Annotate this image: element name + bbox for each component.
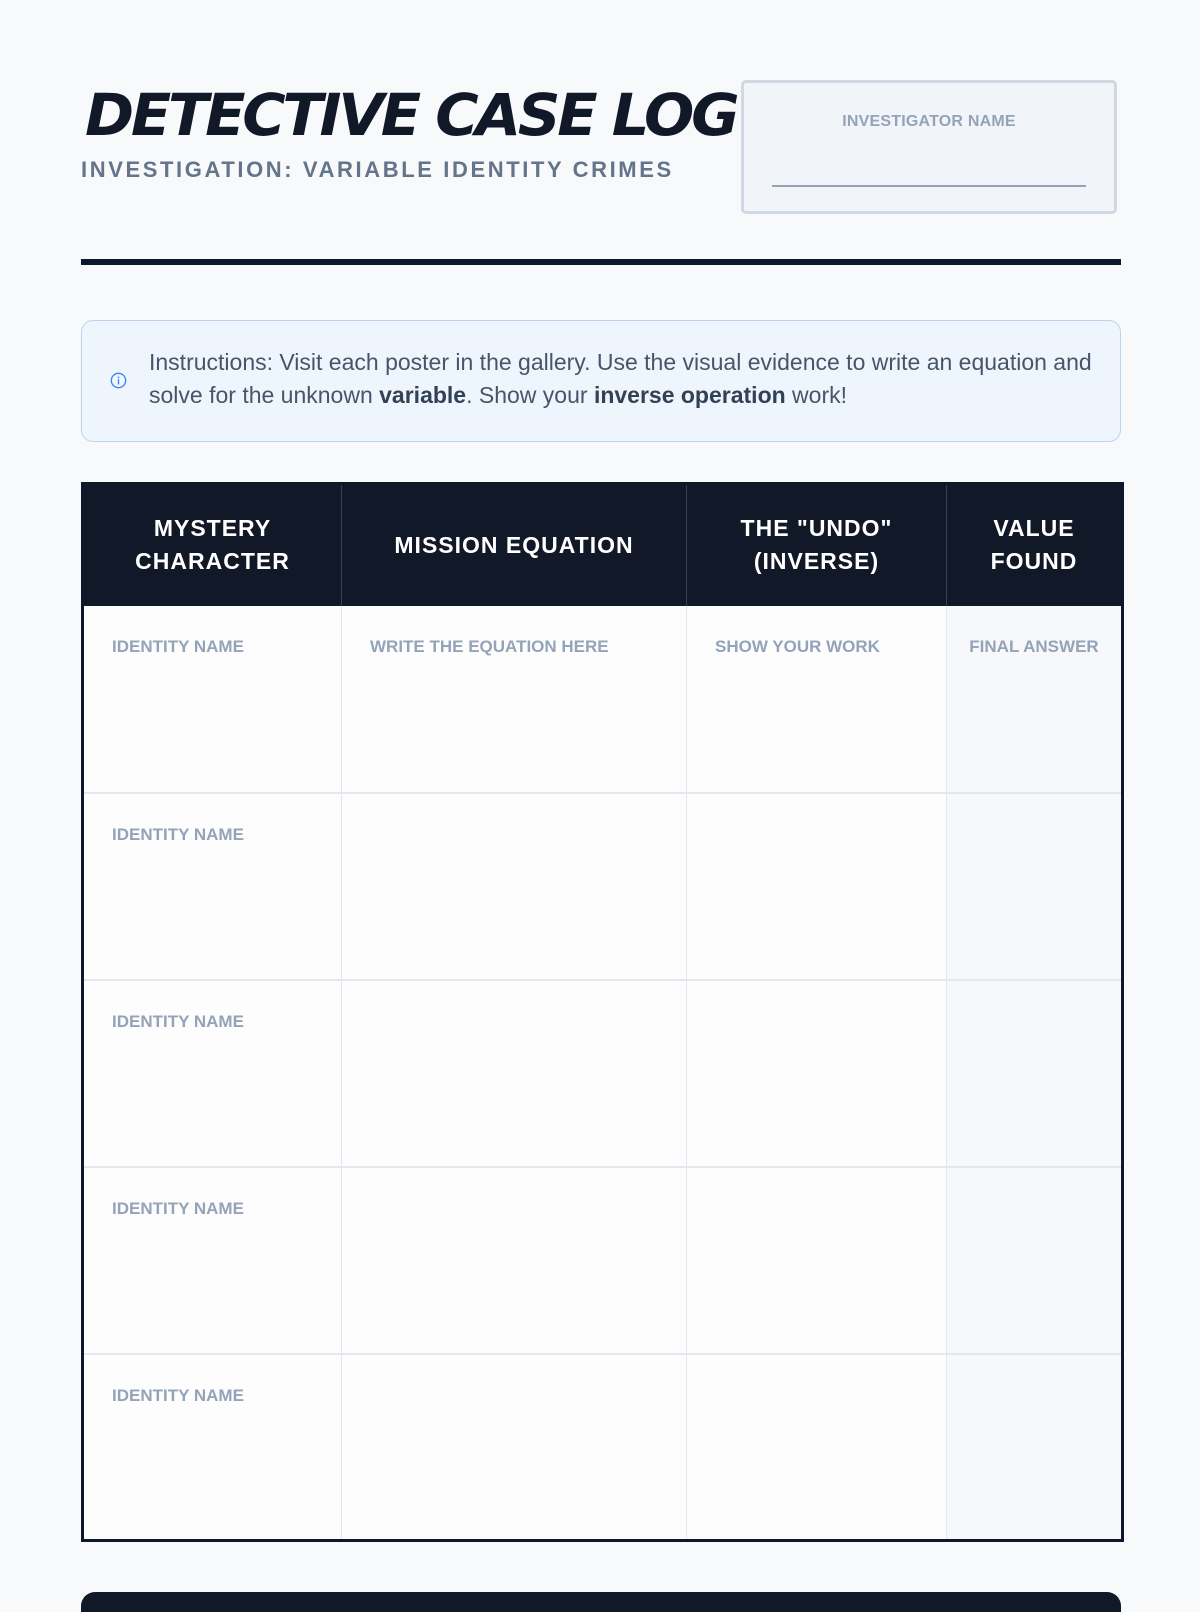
inverse-work-cell[interactable] xyxy=(687,1354,947,1541)
table-header-row xyxy=(83,484,1123,606)
inverse-work-cell[interactable] xyxy=(687,793,947,980)
identity-name-cell[interactable] xyxy=(83,980,342,1167)
identity-name-cell[interactable] xyxy=(83,1354,342,1541)
info-icon xyxy=(110,372,127,389)
identity-name-hint: IDENTITY NAME xyxy=(112,636,244,656)
equation-cell[interactable] xyxy=(342,793,687,980)
value-found-cell[interactable] xyxy=(947,980,1123,1167)
column-header-inverse: THE "UNDO" (INVERSE) xyxy=(687,484,947,606)
value-found-cell[interactable] xyxy=(947,1354,1123,1541)
inverse-work-cell[interactable] xyxy=(687,606,947,793)
column-header-mystery-character: MYSTERY CHARACTER xyxy=(83,484,342,606)
equation-cell[interactable] xyxy=(342,606,687,793)
identity-name-hint: IDENTITY NAME xyxy=(112,824,244,844)
identity-name-hint: IDENTITY NAME xyxy=(112,1198,244,1218)
instructions-text-part: . Show your xyxy=(466,382,594,408)
investigator-name-box[interactable] xyxy=(741,80,1117,214)
equation-cell[interactable] xyxy=(342,1354,687,1541)
column-header-mission-equation: MISSION EQUATION xyxy=(342,484,687,606)
instructions-text xyxy=(149,346,1099,412)
equation-hint: WRITE THE EQUATION HERE xyxy=(370,636,609,656)
investigator-name-label: INVESTIGATOR NAME xyxy=(842,113,1016,130)
instructions-panel xyxy=(81,320,1121,442)
value-found-cell[interactable] xyxy=(947,793,1123,980)
case-log-table xyxy=(81,482,1124,1542)
instructions-text-part: Instructions: Visit each poster in the gallery. Use the visual evidence to write an equation and solve for the unknown xyxy=(149,349,1092,408)
inverse-work-cell[interactable] xyxy=(687,980,947,1167)
investigator-name-field[interactable] xyxy=(772,185,1086,187)
identity-name-cell[interactable] xyxy=(83,793,342,980)
equation-cell[interactable] xyxy=(342,980,687,1167)
column-header-value-found: VALUE FOUND xyxy=(947,484,1123,606)
table-row xyxy=(83,1167,1123,1354)
inverse-work-hint: SHOW YOUR WORK xyxy=(715,636,880,656)
instructions-emphasis-inverse: inverse operation xyxy=(593,382,786,408)
identity-name-cell[interactable] xyxy=(83,1167,342,1354)
table-row xyxy=(83,793,1123,980)
identity-name-cell[interactable] xyxy=(83,606,342,793)
instructions-emphasis-variable: variable xyxy=(379,382,467,408)
table-row xyxy=(83,980,1123,1167)
value-found-hint: FINAL ANSWER xyxy=(969,636,1099,656)
table-row xyxy=(83,1354,1123,1541)
identity-name-hint: IDENTITY NAME xyxy=(112,1011,244,1031)
value-found-cell[interactable] xyxy=(947,606,1123,793)
instructions-text-part: work! xyxy=(785,382,848,408)
page-subtitle: INVESTIGATION: VARIABLE IDENTITY CRIMES xyxy=(81,157,674,182)
identity-name-hint: IDENTITY NAME xyxy=(112,1385,244,1405)
page-title: DETECTIVE CASE LOG xyxy=(85,81,737,149)
table-row xyxy=(83,606,1123,793)
equation-cell[interactable] xyxy=(342,1167,687,1354)
value-found-cell[interactable] xyxy=(947,1167,1123,1354)
header-divider xyxy=(81,259,1121,265)
footer-bar xyxy=(81,1592,1121,1612)
inverse-work-cell[interactable] xyxy=(687,1167,947,1354)
